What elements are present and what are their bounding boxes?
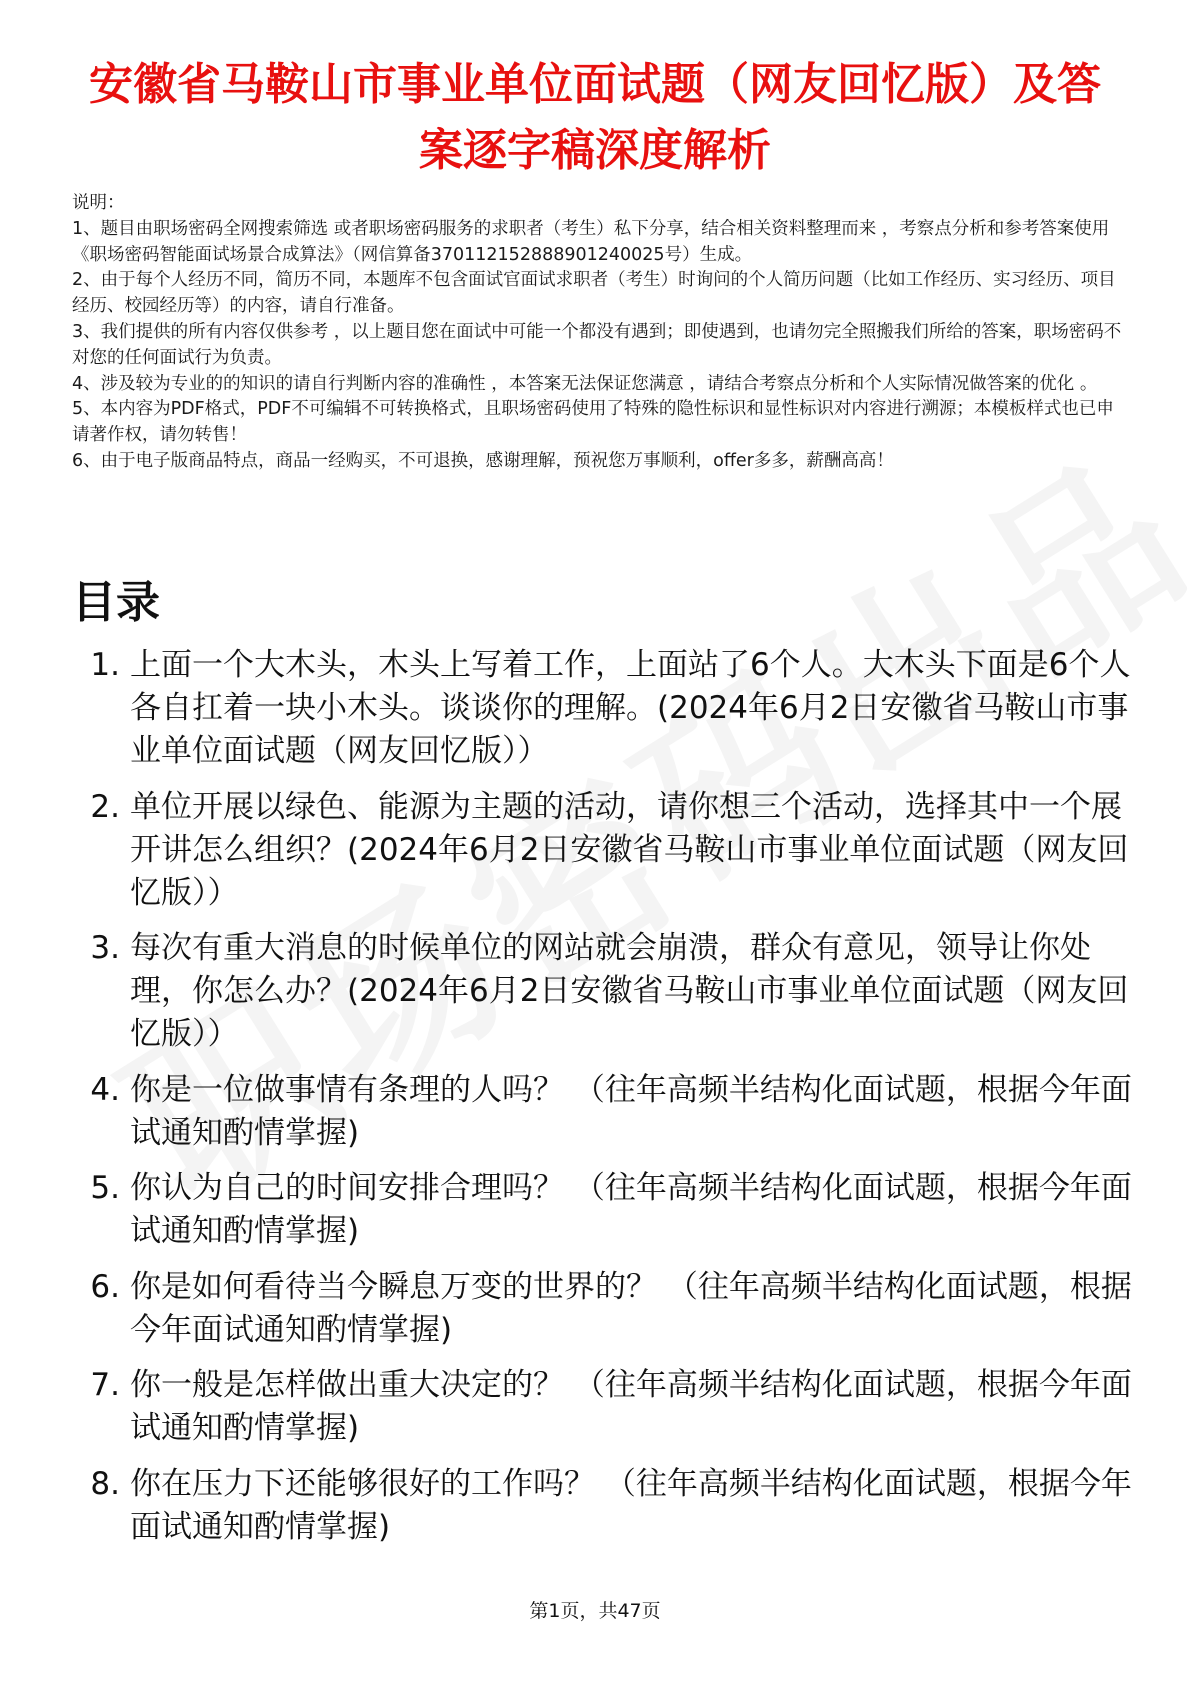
toc-item[interactable] [72,1167,1132,1253]
page-footer: 第1页，共47页 [529,1600,661,1622]
note-item: 6、由于电子版商品特点，商品一经购买，不可退换，感谢理解，预祝您万事顺利，offer多多，薪酬高高！ [72,450,894,471]
note-item: 1、题目由职场密码全网搜索筛选 或者职场密码服务的求职者（考生）私下分享，结合相关资料整理而来 ，考察点分析和参考答案使用《职场密码智能面试场景合成算法》（网信算备370112152888901240025号）生成。 [72,218,1110,265]
notes-heading: 说明： [72,193,125,213]
note-item: 4、涉及较为专业的的知识的请自行判断内容的准确性 ，本答案无法保证您满意 ，请结合考察点分析和个人实际情况做答案的优化 。 [72,373,1098,394]
toc-item[interactable] [72,1463,1132,1549]
toc-item-number: 5. [90,1170,120,1206]
toc-item-number: 2. [90,788,120,825]
toc-item[interactable] [72,1069,1132,1155]
toc-item-text: 单位开展以绿色、能源为主题的活动，请你想三个活动，选择其中一个展开讲怎么组织？(2024年6月2日安徽省马鞍山市事业单位面试题（网友回忆版）） [130,788,1129,911]
toc-item-number: 6. [90,1268,120,1305]
notes-section [72,191,1128,475]
toc-item-number: 1. [90,647,120,683]
toc-item-text: 你一般是怎样做出重大决定的？ （往年高频半结构化面试题，根据今年面试通知酌情掌握) [130,1367,1132,1446]
toc-item-text: 你在压力下还能够很好的工作吗？ （往年高频半结构化面试题，根据今年面试通知酌情掌握) [130,1465,1132,1545]
document-title: 安徽省马鞍山市事业单位面试题（网友回忆版）及答案逐字稿深度解析 [89,59,1101,176]
toc-item-number: 4. [90,1071,120,1108]
note-item: 2、由于每个人经历不同，简历不同，本题库不包含面试官面试求职者（考生）时询问的个人简历问题（比如工作经历、实习经历、项目经历、校园经历等）的内容，请自行准备。 [72,270,1116,317]
toc-item-text: 上面一个大木头，木头上写着工作，上面站了6个人。大木头下面是6个人各自扛着一块小木头。谈谈你的理解。(2024年6月2日安徽省马鞍山市事业单位面试题（网友回忆版）） [130,647,1131,769]
toc-item[interactable] [72,927,1132,1056]
toc-item-text: 你是一位做事情有条理的人吗？ （往年高频半结构化面试题，根据今年面试通知酌情掌握) [130,1071,1132,1151]
toc-item-number: 7. [90,1367,120,1403]
note-item: 3、我们提供的所有内容仅供参考 ，以上题目您在面试中可能一个都没有遇到；即使遇到，也请勿完全照搬我们所给的答案，职场密码不对您的任何面试行为负责。 [72,321,1122,368]
toc-item-text: 你是如何看待当今瞬息万变的世界的？ （往年高频半结构化面试题，根据今年面试通知酌情掌握) [130,1268,1132,1348]
note-item: 5、本内容为PDF格式，PDF不可编辑不可转换格式，且职场密码使用了特殊的隐性标识和显性标识对内容进行溯源；本模板样式也已申请著作权，请勿转售！ [72,399,1114,446]
table-of-contents [72,644,1132,1561]
toc-heading: 目录 [72,577,160,628]
toc-item-text: 每次有重大消息的时候单位的网站就会崩溃，群众有意见，领导让你处理，你怎么办？(2024年6月2日安徽省马鞍山市事业单位面试题（网友回忆版）） [130,930,1129,1052]
toc-item-text: 你认为自己的时间安排合理吗？ （往年高频半结构化面试题，根据今年面试通知酌情掌握) [130,1170,1132,1249]
toc-item[interactable] [72,1266,1132,1352]
toc-item-number: 8. [90,1465,120,1502]
toc-item[interactable] [72,644,1132,773]
toc-item[interactable] [72,1364,1132,1450]
toc-item-number: 3. [90,930,120,966]
toc-item[interactable] [72,786,1132,915]
